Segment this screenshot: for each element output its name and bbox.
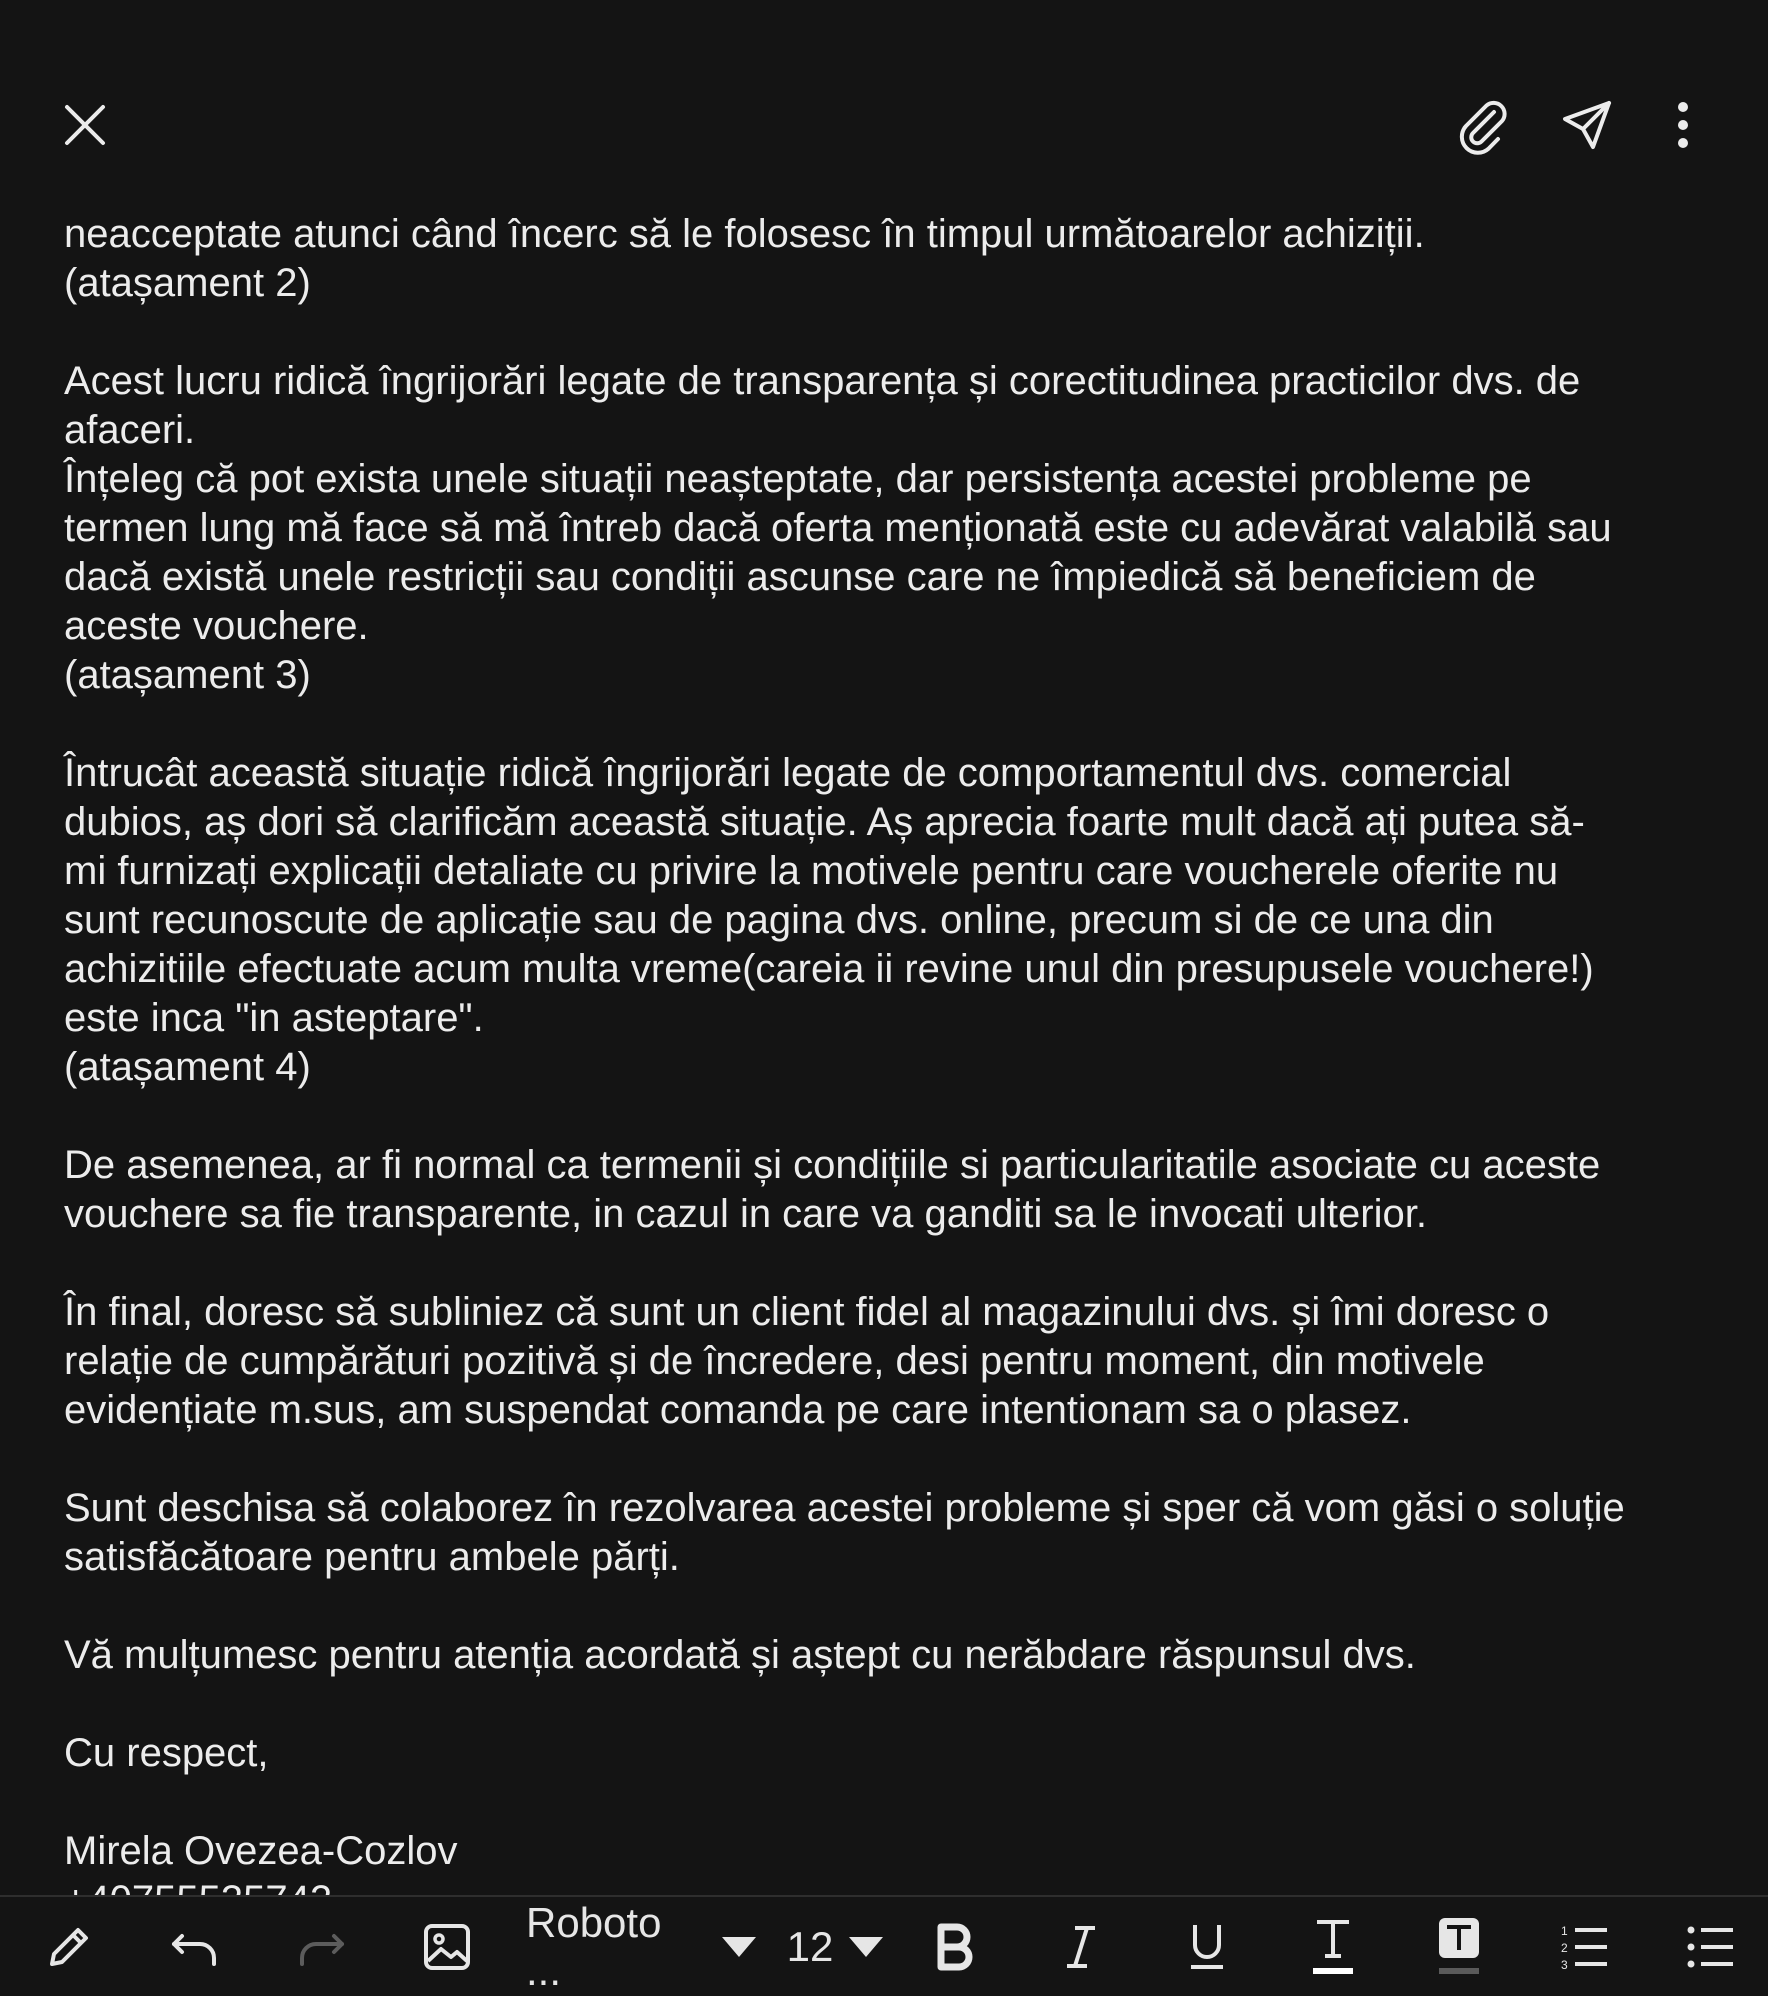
body-text-line: mi furnizați explicații detaliate cu privire la motivele pentru care voucherele oferite nu [64, 849, 1559, 893]
font-size-dropdown[interactable] [780, 1897, 890, 1996]
body-text-line: Sunt deschisa să colaborez în rezolvarea acestei probleme și sper că vom găsi o soluție [64, 1486, 1625, 1530]
font-size-value: 12 [786, 1922, 834, 1970]
undo-icon[interactable] [162, 1897, 228, 1996]
body-text-line: (atașament 2) [64, 261, 311, 305]
body-text-line: achizitiile efectuate acum multa vreme(careia ii revine unul din presupusele vouchere!) [64, 947, 1594, 991]
underline-icon[interactable] [1174, 1897, 1240, 1996]
image-icon[interactable] [414, 1897, 480, 1996]
svg-text:3: 3 [1561, 1957, 1568, 1972]
paragraph-spacer [64, 308, 1724, 357]
svg-text:2: 2 [1561, 1940, 1568, 1955]
text-color-icon[interactable] [1300, 1897, 1366, 1996]
body-text-line: dacă există unele restricții sau condiții ascunse care ne împiedică să beneficiem de [64, 555, 1536, 599]
send-icon[interactable] [1552, 90, 1622, 160]
body-text-line: Întrucât această situație ridică îngrijorări legate de comportamentul dvs. comercial [64, 751, 1512, 795]
body-text-line: Acest lucru ridică îngrijorări legate de transparența și corectitudinea practicilor dvs. de [64, 359, 1581, 403]
font-family-value: Roboto ... [526, 1898, 662, 1994]
body-text-line: În final, doresc să subliniez că sunt un client fidel al magazinului dvs. și îmi doresc o [64, 1290, 1550, 1334]
formatting-toolbar [0, 1895, 1768, 1996]
paragraph-spacer [64, 1435, 1724, 1484]
text-highlight-icon[interactable] [1426, 1897, 1492, 1996]
paragraph-spacer [64, 1092, 1724, 1141]
body-text-line: (atașament 4) [64, 1045, 311, 1089]
body-text-line: Mirela Ovezea-Cozlov [64, 1829, 458, 1873]
body-text-line: Cu respect, [64, 1731, 269, 1775]
body-text-line: Înțeleg că pot exista unele situații neașteptate, dar persistența acestei probleme pe [64, 457, 1532, 501]
font-family-dropdown[interactable] [526, 1897, 756, 1996]
chevron-down-icon [849, 1937, 883, 1957]
body-text-line: (atașament 3) [64, 653, 311, 697]
chevron-down-icon [722, 1937, 756, 1957]
body-text-line: dubios, aș dori să clarificăm această situație. Aș aprecia foarte mult dacă ați putea să- [64, 800, 1585, 844]
body-text-line: satisfăcătoare pentru ambele părți. [64, 1535, 680, 1579]
paperclip-icon[interactable] [1448, 90, 1518, 160]
svg-text:1: 1 [1561, 1923, 1568, 1938]
top-app-bar [0, 0, 1768, 190]
body-text-line: este inca "in asteptare". [64, 996, 484, 1040]
paragraph-spacer [64, 1680, 1724, 1729]
redo-icon [288, 1897, 354, 1996]
body-text-line: neacceptate atunci când încerc să le folosesc în timpul următoarelor achiziții. [64, 212, 1425, 256]
italic-icon[interactable] [1048, 1897, 1114, 1996]
paragraph-spacer [64, 700, 1724, 749]
paragraph-spacer [64, 1582, 1724, 1631]
close-icon[interactable] [50, 90, 120, 160]
body-text-line: relație de cumpărături pozitivă și de încredere, desi pentru moment, din motivele [64, 1339, 1485, 1383]
body-text-line: sunt recunoscute de aplicație sau de pagina dvs. online, precum si de ce una din [64, 898, 1494, 942]
body-text-line: evidențiate m.sus, am suspendat comanda pe care intentionam sa o plasez. [64, 1388, 1412, 1432]
paragraph-spacer [64, 1778, 1724, 1827]
bold-icon[interactable] [922, 1897, 988, 1996]
body-text-line: afaceri. [64, 408, 196, 452]
pen-icon[interactable] [36, 1897, 102, 1996]
body-text-line: vouchere sa fie transparente, in cazul in care va ganditi sa le invocati ulterior. [64, 1192, 1427, 1236]
paragraph-spacer [64, 1239, 1724, 1288]
body-text-line: termen lung mă face să mă întreb dacă oferta menționată este cu adevărat valabilă sau [64, 506, 1612, 550]
more-vertical-icon[interactable] [1648, 90, 1718, 160]
body-text-line: Vă mulțumesc pentru atenția acordată și aștept cu nerăbdare răspunsul dvs. [64, 1633, 1416, 1677]
message-body-editor[interactable] [64, 210, 1724, 1890]
body-text-line: De asemenea, ar fi normal ca termenii și condițiile si particularitatile asociate cu aceste [64, 1143, 1601, 1187]
bulleted-list-icon[interactable] [1678, 1897, 1744, 1996]
numbered-list-icon[interactable] [1552, 1897, 1618, 1996]
body-text-line: aceste vouchere. [64, 604, 369, 648]
